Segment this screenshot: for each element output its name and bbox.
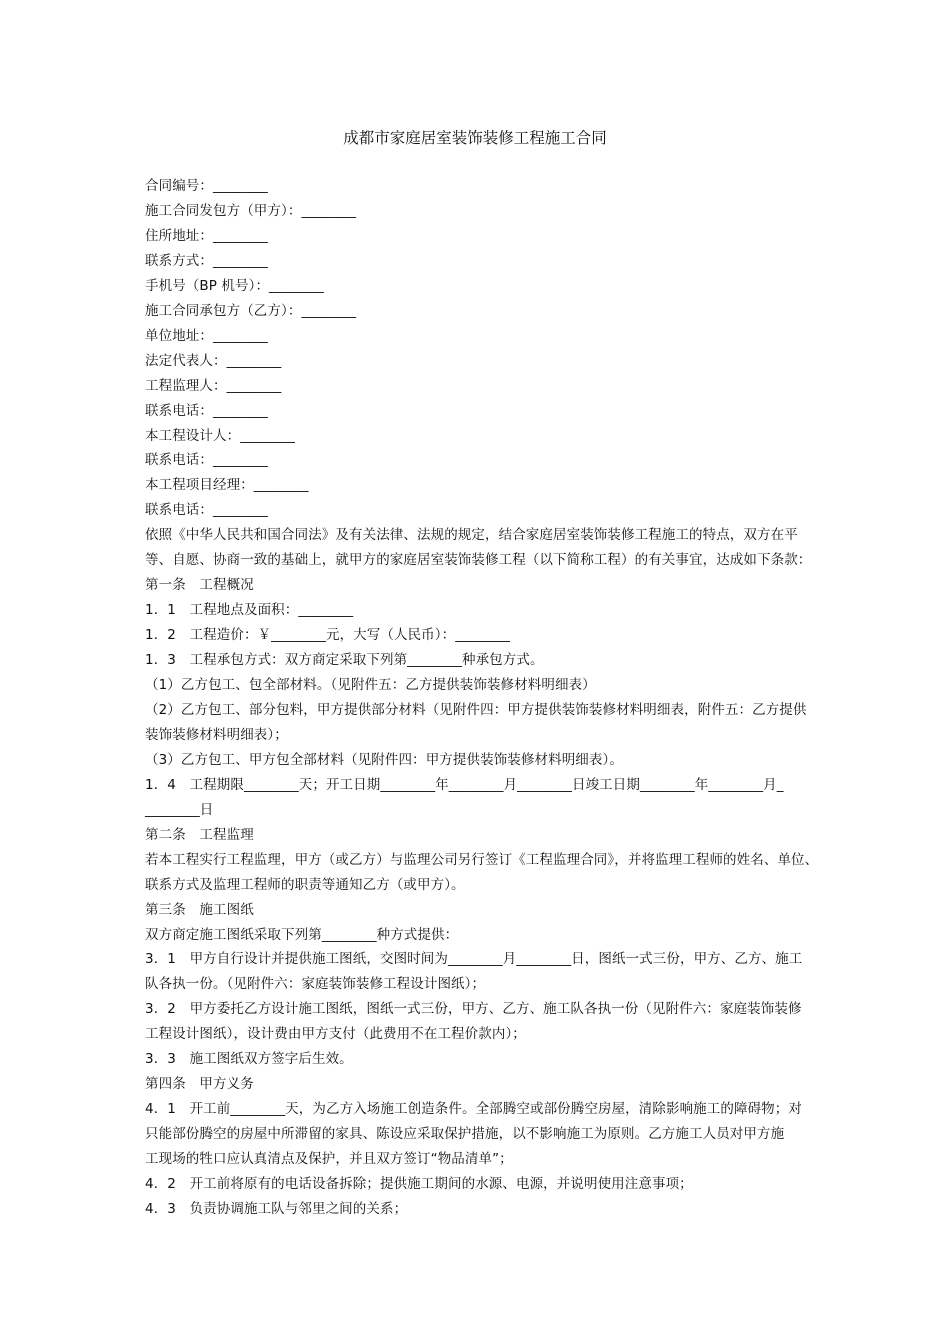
document-line: （2）乙方包工、部分包料，甲方提供部分材料（见附件四：甲方提供装饰装修材料明细表，附件五：乙方提供 [145,701,807,718]
document-line: 联系电话：________ [145,502,268,519]
document-line: 联系电话：________ [145,402,268,419]
document-line: 施工合同承包方（乙方）：________ [145,302,357,319]
document-line: 本工程项目经理：________ [145,477,309,494]
document-line: 工程监理人：________ [145,377,282,394]
document-line: 依照《中华人民共和国合同法》及有关法律、法规的规定，结合家庭居室装饰装修工程施工的特点，双方在平 [145,527,798,544]
document-line: 3．1 甲方自行设计并提供施工图纸，交图时间为________月________日，图纸一式三份，甲方、乙方、施工 [145,951,803,968]
document-line: 1．4 工程期限________天；开工日期________年________月________日竣工日期________年________月_ [145,776,784,793]
document-line: 单位地址：________ [145,327,268,344]
document-line: 联系电话：________ [145,452,268,469]
document-line: （3）乙方包工、甲方包全部材料（见附件四：甲方提供装饰装修材料明细表）。 [145,751,623,768]
document-line: 双方商定施工图纸采取下列第________种方式提供： [145,926,459,943]
document-line: 3．2 甲方委托乙方设计施工图纸，图纸一式三份，甲方、乙方、施工队各执一份（见附件六：家庭装饰装修 [145,1001,802,1018]
document-line: 施工合同发包方（甲方）：________ [145,202,357,219]
document-line: （1）乙方包工、包全部材料。（见附件五：乙方提供装饰装修材料明细表） [145,677,596,693]
document-line: 联系方式及监理工程师的职责等通知乙方（或甲方）。 [145,876,465,893]
document-title: 成都市家庭居室装饰装修工程施工合同 [343,129,607,147]
document-line: 工现场的牲口应认真清点及保护，并且双方签订“物品清单”； [145,1151,513,1167]
document-line: 4．2 开工前将原有的电话设备拆除；提供施工期间的水源、电源，并说明使用注意事项； [145,1176,693,1192]
document-line: 4．1 开工前________天，为乙方入场施工创造条件。全部腾空或部份腾空房屋，清除影响施工的障碍物；对 [145,1101,802,1118]
document-line: 法定代表人：________ [145,352,282,369]
document-line: 工程设计图纸），设计费由甲方支付（此费用不在工程价款内）； [145,1026,526,1043]
document-line: 本工程设计人：________ [145,427,295,444]
document-line: 第一条 工程概况 [145,577,254,594]
document-line: 第三条 施工图纸 [145,901,254,918]
document-line: 1．2 工程造价：￥________元，大写（人民币）：________ [145,627,511,644]
document-line: 联系方式：________ [145,252,268,269]
document-line: 住所地址：________ [145,227,268,244]
document-line: 1．1 工程地点及面积：________ [145,602,354,619]
document-line: 手机号（BP 机号）：________ [145,277,324,294]
document-line: 若本工程实行工程监理，甲方（或乙方）与监理公司另行签订《工程监理合同》，并将监理工程师的姓名、单位、 [145,851,819,868]
document-line: 1．3 工程承包方式：双方商定采取下列第________种承包方式。 [145,652,544,668]
document-line: 第四条 甲方义务 [145,1076,254,1093]
document-line: 队各执一份。（见附件六：家庭装饰装修工程设计图纸）； [145,976,486,993]
document-line: 等、自愿、协商一致的基础上，就甲方的家庭居室装饰装修工程（以下简称工程）的有关事宜，达成如下条款： [145,552,812,569]
document-line: 第二条 工程监理 [145,826,254,843]
document-line: ________日 [145,801,214,818]
document-line: 只能部份腾空的房屋中所滞留的家具、陈设应采取保护措施，以不影响施工为原则。乙方施工人员对甲方施 [145,1126,785,1143]
document-line: 合同编号：________ [145,178,268,194]
document-line: 装饰装修材料明细表）； [145,726,288,743]
document-line: 3．3 施工图纸双方签字后生效。 [145,1051,353,1068]
document-line: 4．3 负责协调施工队与邻里之间的关系； [145,1200,408,1217]
